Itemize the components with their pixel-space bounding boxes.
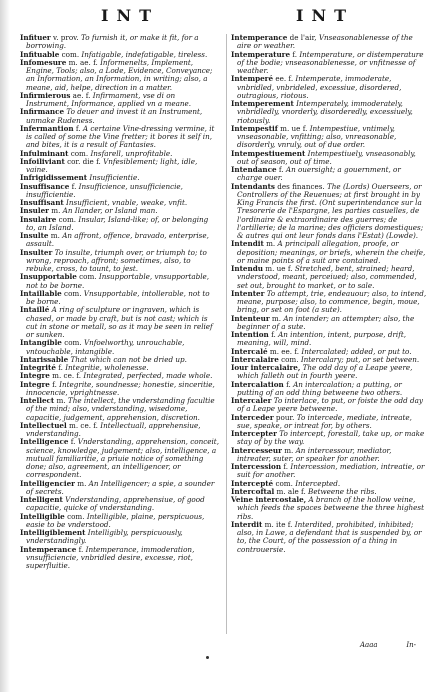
dictionary-entry [20, 273, 220, 290]
entry-definition: Informenelts, Implement, Engine, Tools; also, a Lode, Evidence, Conveyance; an Information, an Information, in writing; also, a meane, aid, helpe, direction in a matter. [26, 57, 213, 92]
entry-headword: Infermantion [20, 123, 74, 133]
entry-grammar: com. [67, 511, 85, 521]
dictionary-entry [231, 125, 427, 150]
entry-definition: Vnfesiblement; light, idle, vaine. [26, 156, 198, 174]
entry-headword: Insuler [20, 206, 49, 216]
entry-definition: A ring of sculpture or ingraven, which is chased, or made by craft, but is not cast; which is cut in stone or metall, so as it may be seen in relief or sunken. [26, 305, 213, 339]
entry-definition: Betweene the ribs. [308, 486, 377, 496]
entry-definition: To attempt, trie, endeauour; also, to intend, meane, purpose; also, to commence, begin, moue, bring, or set on foot (a sute). [237, 288, 427, 315]
entry-grammar: com. [61, 49, 80, 59]
entry-headword: Intendance [231, 165, 277, 174]
entry-headword: Intercalaire [231, 354, 279, 364]
entry-headword: Insulte [20, 231, 49, 240]
dictionary-entry [231, 521, 427, 554]
entry-headword: Intercalation [231, 379, 284, 389]
entry-headword: Interceder [231, 412, 274, 422]
entry-headword: Intelligent [20, 495, 63, 504]
dictionary-entry [231, 496, 427, 521]
entry-grammar: com. [64, 338, 82, 348]
entry-grammar: m. [51, 206, 61, 216]
entry-definition: Intempestiuely, vnseasonably, out of season, out of time. [237, 148, 416, 166]
entry-definition: Intemperately, immoderately, vnbridledly, vnorderly, disorderedly, excessiuely, riotously. [237, 99, 413, 125]
signature-mark: Aaaa [360, 641, 378, 649]
dictionary-entry [231, 414, 427, 431]
entry-grammar: pour. [275, 412, 295, 422]
dictionary-entry [20, 158, 220, 175]
entry-definition: The odd day of a Leape yeere, which falleth out in fourth yeere. [237, 363, 413, 381]
dictionary-entry [231, 34, 427, 51]
entry-headword: Infituer [20, 34, 51, 42]
entry-definition: Vnsupportable, intollerable, not to be borne. [26, 288, 210, 306]
entry-grammar: com. [64, 288, 82, 298]
dictionary-entry [231, 463, 427, 480]
running-head-right: INT [295, 6, 354, 25]
entry-definition: Insupportable, vnsupportable, not to be borne. [26, 272, 210, 290]
entry-headword: Intempestif [231, 123, 278, 133]
entry-grammar: m. [266, 239, 276, 249]
dictionary-entry [231, 100, 427, 125]
dictionary-entry [20, 125, 220, 150]
entry-headword: Intercession [231, 462, 282, 471]
entry-definition: To insulte, triumph over, or triumph to; to wrong, reproach, affront; sometimes, also, to rebuke, cross, to taunt, to jest. [26, 247, 207, 273]
dictionary-entry [20, 216, 220, 233]
entry-definition: Insfarell, unprofitable. [90, 148, 173, 158]
dictionary-entry [20, 290, 220, 307]
entry-headword: Intangible [20, 338, 62, 348]
dictionary-entry [231, 150, 427, 167]
dictionary-entry [20, 496, 220, 513]
entry-definition: Intempestiue, vntimely, vnseasonable, vnfitting; also, vnreasonable, disorderly, vnruly, out of due order. [237, 123, 397, 150]
entry-headword: Iour intercalaire, [231, 363, 301, 372]
entry-definition: Vnderstanding, apprehensiue, of good capacitie, quicke of vnderstanding. [26, 495, 205, 513]
entry-headword: Infituable [20, 49, 60, 59]
entry-definition: Intelligible, plaine, perspicuous, easie to be vnderstood. [26, 511, 205, 529]
entry-headword: Intellectuel [20, 420, 67, 430]
entry-grammar: m. ce. f. [69, 420, 98, 430]
dictionary-entry [20, 546, 220, 571]
entry-definition: An Ilander, or Island man. [62, 206, 158, 216]
entry-grammar: m. ue f. [265, 264, 293, 273]
dictionary-entry [20, 306, 220, 339]
dictionary-entry [231, 331, 427, 348]
entry-headword: Insuffisance [20, 181, 70, 191]
entry-definition: Infirmament, vse di on Instrument, Informance, applied vn a meane. [26, 90, 192, 108]
entry-grammar: m. ee. f. [269, 346, 300, 356]
page-speck [206, 656, 209, 659]
entry-headword: Intercesseur [231, 445, 282, 455]
entry-grammar: f. [71, 181, 77, 191]
dictionary-entry [231, 381, 427, 398]
entry-grammar: m. ce. f. [52, 371, 82, 381]
entry-grammar: f. [271, 330, 276, 339]
entry-definition: An intention, intent, purpose, drift, meaning, will, mind. [237, 330, 407, 348]
dictionary-entry [231, 447, 427, 464]
entry-grammar: f. [292, 49, 298, 59]
entry-definition: Vnfoelworthy, unrouchable, vntouchable, intangible. [26, 338, 185, 356]
entry-headword: Intemperement [231, 99, 294, 108]
entry-headword: Insulaire [20, 214, 57, 224]
entry-definition: Insufficient, vnable, weake, vnfit. [66, 198, 188, 207]
entry-definition: Intemperature, or distemperature of the bodie; vnseasonablenesse, or vnfitnesse of weather. [237, 49, 424, 75]
entry-definition: A principall allegation, proofe, or deposition; meanings, or briefs, wherein the cheife, or maine points of a suit are contained. [237, 239, 426, 265]
entry-definition: An Intelligencer; a spie, a sounder of secrets. [26, 478, 215, 496]
entry-grammar: m. ite f. [264, 519, 293, 529]
catchword: In- [406, 641, 416, 649]
entry-headword: Intendit [231, 239, 264, 249]
entry-grammar: com. [79, 272, 97, 282]
dictionary-entry [231, 315, 427, 332]
entry-headword: Intemperature [231, 49, 291, 59]
entry-headword: Intercalé [231, 346, 268, 356]
entry-headword: Infomesure [20, 57, 67, 67]
dictionary-entry [20, 232, 220, 249]
entry-grammar: m. [56, 396, 66, 405]
entry-grammar: des finances. [277, 181, 325, 191]
dictionary-entry [231, 183, 427, 241]
dictionary-entry [231, 51, 427, 76]
entry-headword: Intellect [20, 396, 55, 405]
entry-definition: That which can not be dried up. [70, 354, 187, 364]
entry-headword: Intercepter [231, 429, 277, 438]
entry-headword: Intendu [231, 264, 263, 273]
entry-grammar: f. [52, 379, 57, 389]
entry-grammar: cor. die f. [67, 156, 101, 166]
entry-grammar: m. [77, 478, 87, 488]
entry-definition: An ouersight; a gouernment, or charge ouer. [237, 165, 401, 183]
right-column [226, 34, 427, 634]
entry-headword: Intemperance [231, 34, 288, 42]
entry-headword: Intelligiblement [20, 528, 86, 537]
left-column [20, 34, 220, 634]
dictionary-entry [20, 397, 220, 422]
entry-headword: Infirmierous [20, 90, 71, 100]
entry-definition: A certaine Vine-dressing vermine, it is called of some the Vine fretter; it bores it self in, and bites, it is a result of Fantasies. [26, 123, 215, 150]
entry-grammar: ee. f. [275, 74, 294, 84]
entry-headword: Infirmance [20, 107, 65, 117]
entry-grammar: m. ue f. [280, 123, 308, 133]
entry-definition: Integrite, soundnesse; honestie, sinceritie, innocencie, vprightnesse. [26, 379, 215, 397]
entry-headword: Intenter [231, 288, 265, 298]
entry-grammar: de l'air, [289, 34, 317, 42]
entry-definition: Infatigable, indefatigable, tireless. [81, 49, 208, 59]
entry-headword: Insupportable [20, 272, 77, 282]
dictionary-entry [20, 183, 220, 200]
entry-definition: Interdited, prohibited, inhibited; also, in Lawe, a defendant that is suspended by, or to, the Court, of the possession of a thing in controuersie. [237, 519, 422, 554]
entry-grammar: v. prov. [53, 34, 79, 42]
entry-headword: Intelligible [20, 511, 65, 521]
dictionary-entry [20, 249, 220, 274]
entry-headword: Intercepté [231, 478, 274, 488]
dictionary-entry [231, 75, 427, 100]
entry-headword: Intempestiuement [231, 148, 306, 158]
entry-definition: An affront, offence, bravado, enterprise, assault. [26, 231, 209, 249]
entry-definition: A branch of the hollow veine, which feeds the spaces betweene the three highest ribs. [237, 495, 425, 521]
entry-headword: Veine intercostale, [231, 495, 307, 504]
entry-definition: Integritie, wholenesse. [65, 363, 149, 372]
entry-headword: Intercaler [231, 396, 272, 405]
entry-headword: Intercoftal [231, 486, 275, 496]
entry-grammar: m. ale f. [276, 486, 306, 496]
entry-definition: An intercessour, mediator, intreater, suter, or speaker for another. [237, 445, 392, 463]
dictionary-entry [20, 59, 220, 92]
entry-definition: Intelligibly, perspicuously, vnderstandingly. [26, 528, 183, 546]
dictionary-entry [20, 92, 220, 109]
entry-definition: Vnderstanding, apprehension, conceit, science, knowledge, judgement; also, intelligence, a mutuall familiaritie, a priuie notice of something done; also, agreement, an intelligencer, or correspondent. [26, 437, 219, 480]
entry-definition: Integrated, perfected, made whole. [83, 371, 213, 381]
entry-definition: Intellectuall, apprehensiue, vnderstanding. [26, 420, 201, 438]
entry-definition: Stretched, bent, strained; heard, vnderstood, meant, perceiued; also, commended, set out, brought to market, or to sale. [237, 264, 417, 290]
entry-grammar: com. [275, 478, 293, 488]
entry-grammar: f. [78, 544, 84, 554]
dictionary-entry [231, 364, 427, 381]
entry-definition: Intercalated; added, or put to. [301, 346, 412, 356]
entry-headword: Infulminant [20, 148, 69, 158]
entry-definition: Insular, Island-like; of, or belonging to, an Island. [26, 214, 209, 232]
entry-definition: The intellect, the vnderstanding facultie of the mind; also, vnderstanding, wisedome, capacitie, judgement, apprehension, discretion. [26, 396, 215, 422]
entry-definition: The (Lords) Ouerseers, or Controllers of the Reuenues; at first brought in by King Francis the first. (Ont superintendance sur la Tresorerie de l'Espargne, les parties casuelles, de l'ordinaire & extraordinaire des guerres; de l'artillerie; de la marine; des officiers domestiques; & autres qui ont leur fonds dans l'Estat) (Lowde). [237, 181, 424, 240]
entry-definition: Insufficience, unsufficiencie, insufficientie. [26, 181, 183, 199]
entry-grammar: f. [58, 363, 63, 372]
entry-headword: Intelligence [20, 437, 69, 447]
entry-definition: Intemperate, immoderate, vnbridled, vnbrideled, excessiue, disordered, outragious, riotous. [237, 74, 402, 100]
dictionary-entry [20, 513, 220, 530]
entry-headword: Intenteur [231, 313, 270, 323]
entry-grammar: ae. f. [72, 90, 91, 100]
dictionary-entry [20, 438, 220, 479]
dictionary-entry [20, 34, 220, 51]
entry-grammar: f. [70, 437, 76, 447]
entry-headword: Intemperance [20, 544, 77, 554]
entry-grammar: m. [284, 445, 294, 455]
running-head-left: INT [100, 6, 159, 25]
dictionary-entry [231, 430, 427, 447]
entry-grammar: m. [271, 313, 282, 323]
dictionary-entry [20, 108, 220, 125]
entry-definition: Insufficientie. [89, 173, 140, 183]
entry-grammar: m. ae. f. [68, 57, 98, 67]
entry-definition: Intercalary; put, or set between. [300, 354, 420, 364]
entry-headword: Integre [20, 379, 50, 389]
entry-headword: Infoiliviant [20, 156, 65, 166]
entry-grammar: com. [70, 148, 89, 158]
entry-headword: Intention [231, 330, 269, 339]
entry-definition: Intercession, mediation, intreatie, or suit for another. [237, 462, 425, 480]
entry-headword: Insuffisant [20, 198, 64, 207]
entry-grammar: f. [283, 462, 289, 471]
entry-definition: Intemperance, immoderation, vnsufficiencie, vnbridled desire, excesse, riot, superfluitie. [26, 544, 195, 570]
dictionary-entry [231, 240, 427, 265]
entry-grammar: f. [278, 165, 284, 174]
dictionary-entry [231, 397, 427, 414]
entry-headword: Infrigidissement [20, 173, 88, 183]
entry-definition: Intercepted. [295, 478, 341, 488]
dictionary-entry [20, 422, 220, 439]
entry-headword: Intaillé [20, 305, 50, 315]
entry-definition: Vnseasonablenesse of the aire or weather. [237, 34, 413, 51]
entry-headword: Interdit [231, 519, 263, 529]
entry-headword: Intemperé [231, 74, 274, 84]
entry-headword: Integre [20, 371, 50, 381]
entry-grammar: m. [50, 231, 60, 240]
entry-grammar: com. [58, 214, 77, 224]
entry-definition: An intender; an attempter; also, the beginner of a sute. [237, 313, 415, 331]
entry-grammar: com. [281, 354, 299, 364]
entry-definition: To deuer and invest it an Instrument, unmake Rudeness. [26, 107, 203, 125]
entry-definition: To interlace, to put, or foiste the odd day of a Leape yeere betweene. [237, 396, 423, 414]
entry-grammar: f. [286, 379, 291, 389]
entry-headword: Intendants [231, 181, 275, 191]
entry-definition: To intercept, forestall, take up, or make stay of by the way. [237, 429, 425, 447]
entry-headword: Intelligencier [20, 478, 75, 488]
entry-headword: Integrité [20, 363, 56, 372]
entry-definition: To intercede, mediate, intreate, sue, speake, or intreat for, by others. [237, 412, 412, 430]
dictionary-entry [231, 166, 427, 183]
entry-headword: Intarissable [20, 354, 69, 364]
dictionary-entry [20, 381, 220, 398]
entry-definition: To furnish it, or make it fit, for a borrowing. [26, 34, 199, 51]
entry-definition: An intercalation; a putting, or putting of an odd thing betweene two others. [237, 379, 403, 397]
dictionary-entry [20, 529, 220, 546]
entry-grammar: f. [75, 123, 81, 133]
dictionary-entry [231, 290, 427, 315]
dictionary-entry [231, 265, 427, 290]
entry-headword: Intaillable [20, 288, 62, 298]
dictionary-entry [20, 339, 220, 356]
entry-headword: Insulter [20, 247, 53, 257]
dictionary-entry [20, 480, 220, 497]
